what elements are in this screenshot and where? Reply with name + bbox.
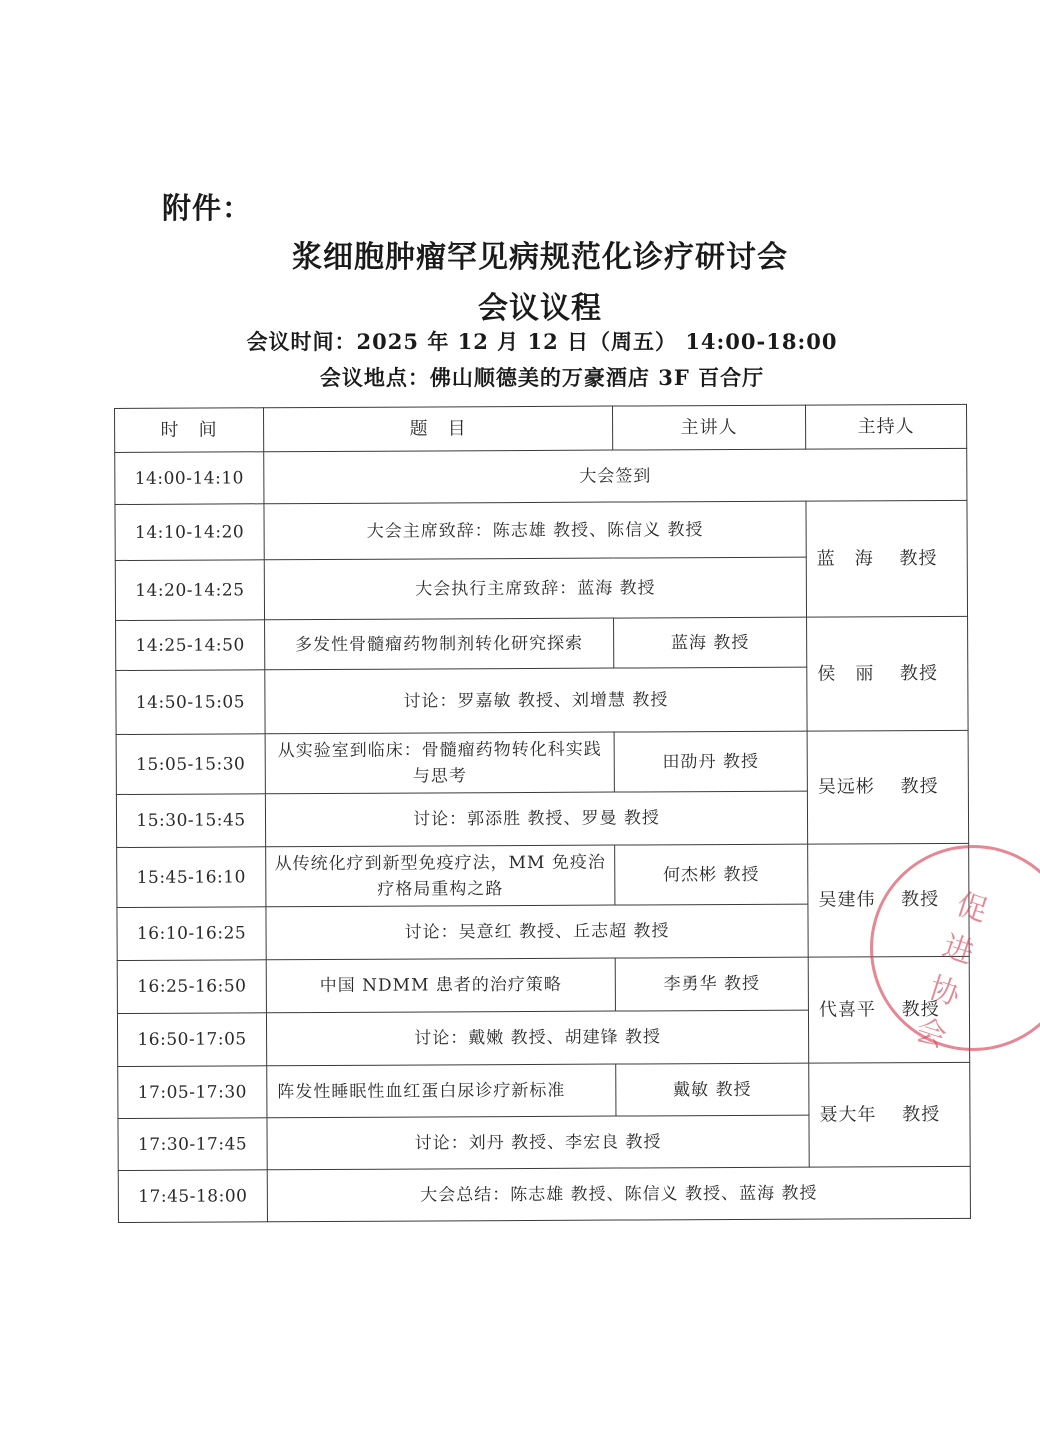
time-cell: 16:50-17:05 xyxy=(117,1013,266,1067)
time-cell: 16:25-16:50 xyxy=(117,960,266,1014)
header-topic: 题 目 xyxy=(264,406,613,452)
topic-cell: 大会执行主席致辞：蓝海 教授 xyxy=(264,557,806,620)
time-cell: 14:50-15:05 xyxy=(116,670,265,735)
time-cell: 17:05-17:30 xyxy=(118,1066,267,1119)
table-row xyxy=(117,843,969,907)
topic-cell: 从实验室到临床：骨髓瘤药物转化科实践与思考 xyxy=(265,732,614,794)
table-row xyxy=(116,616,968,670)
host-cell: 代喜平 教授 xyxy=(808,956,970,1063)
time-cell: 15:05-15:30 xyxy=(116,734,265,795)
topic-cell: 大会总结：陈志雄 教授、陈信义 教授、蓝海 教授 xyxy=(267,1166,970,1221)
topic-cell: 讨论：吴意红 教授、丘志超 教授 xyxy=(266,904,808,960)
time-cell: 16:10-16:25 xyxy=(117,907,266,961)
table-row xyxy=(117,956,969,1013)
time-cell: 14:25-14:50 xyxy=(116,620,265,671)
time-cell: 14:20-14:25 xyxy=(115,560,264,621)
speaker-cell: 何杰彬 教授 xyxy=(615,844,808,905)
document-title: 浆细胞肿瘤罕见病规范化诊疗研讨会 xyxy=(292,240,788,275)
topic-cell: 阵发性睡眠性血红蛋白尿诊疗新标准 xyxy=(267,1064,616,1118)
topic-cell: 讨论：罗嘉敏 教授、刘增慧 教授 xyxy=(265,667,807,734)
host-cell: 聂大年 教授 xyxy=(809,1062,971,1167)
topic-cell: 大会签到 xyxy=(264,448,967,503)
agenda-table xyxy=(114,404,971,1223)
header-time: 时 间 xyxy=(115,408,264,453)
topic-cell: 大会主席致辞：陈志雄 教授、陈信义 教授 xyxy=(264,501,806,560)
speaker-cell: 蓝海 教授 xyxy=(614,617,807,668)
seal-text: 促进协会 xyxy=(911,886,992,1055)
header-speaker: 主讲人 xyxy=(612,405,805,450)
table-row xyxy=(118,1062,970,1118)
host-cell: 侯 丽 教授 xyxy=(807,616,969,731)
topic-cell: 中国 NDMM 患者的治疗策略 xyxy=(266,958,615,1013)
header-host: 主持人 xyxy=(805,404,966,449)
agenda-table-wrapper xyxy=(114,404,970,1222)
host-cell: 蓝 海 教授 xyxy=(806,500,968,617)
meeting-place: 会议地点：佛山顺德美的万豪酒店 3F 百合厅 xyxy=(319,365,765,390)
topic-cell: 讨论：郭添胜 教授、罗曼 教授 xyxy=(265,791,807,847)
time-cell: 14:10-14:20 xyxy=(115,504,264,561)
speaker-cell: 戴敏 教授 xyxy=(616,1063,809,1116)
table-row xyxy=(118,1166,970,1222)
time-cell: 17:30-17:45 xyxy=(118,1118,267,1171)
topic-cell: 讨论：戴嫩 教授、胡建锋 教授 xyxy=(266,1010,808,1066)
time-cell: 14:00-14:10 xyxy=(115,452,264,505)
attachment-label: 附件： xyxy=(162,191,253,225)
document-subtitle: 会议议程 xyxy=(478,291,602,326)
topic-cell: 讨论：刘丹 教授、李宏良 教授 xyxy=(267,1115,809,1170)
time-cell: 15:30-15:45 xyxy=(116,794,265,848)
topic-cell: 从传统化疗到新型免疫疗法，MM 免疫治疗格局重构之路 xyxy=(266,845,615,907)
meeting-time: 会议时间：2025 年 12 月 12 日（周五） 14:00-18:00 xyxy=(246,329,838,354)
host-cell: 吴远彬 教授 xyxy=(807,730,969,844)
table-header-row xyxy=(115,404,967,452)
table-row xyxy=(115,500,967,560)
time-cell: 17:45-18:00 xyxy=(118,1170,267,1223)
table-row xyxy=(116,730,968,794)
table-row xyxy=(115,448,967,504)
speaker-cell: 田劭丹 教授 xyxy=(614,731,807,792)
topic-cell: 多发性骨髓瘤药物制剂转化研究探索 xyxy=(265,618,614,670)
time-cell: 15:45-16:10 xyxy=(117,847,266,908)
speaker-cell: 李勇华 教授 xyxy=(615,957,808,1011)
host-cell: 吴建伟 教授 xyxy=(808,843,970,957)
